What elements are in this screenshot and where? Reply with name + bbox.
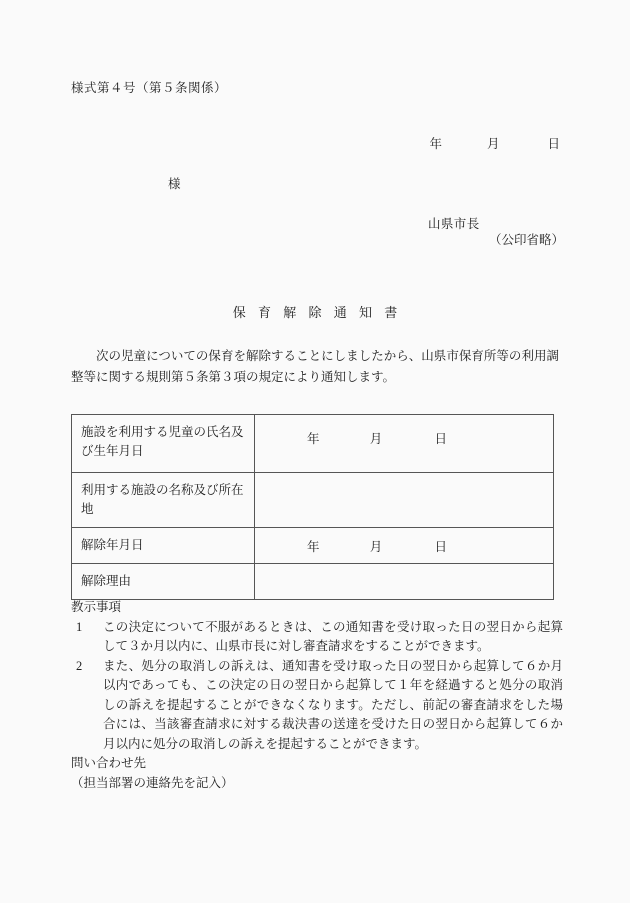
date-day-label: 日 <box>547 137 560 151</box>
contact-placeholder-note: （担当部署の連絡先を記入） <box>71 775 234 790</box>
list-item <box>71 618 563 657</box>
addressee-honorific: 様 <box>168 177 181 191</box>
table-row <box>72 528 554 564</box>
instructions-section <box>71 598 563 793</box>
document-title: 保 育 解 除 通 知 書 <box>232 305 402 320</box>
table-row-value[interactable] <box>255 415 554 473</box>
cell-year-label: 年 <box>307 432 320 446</box>
list-item <box>71 657 563 755</box>
issue-date-line <box>380 134 560 152</box>
contact-heading: 問い合わせ先 <box>71 756 147 770</box>
document-body-paragraph: 次の児童についての保育を解除することにしましたから、山県市保育所等の利用調整等に関する規則第５条第３項の規定により通知します。 <box>71 349 559 384</box>
table-row-value[interactable] <box>255 528 554 564</box>
notification-detail-table <box>71 414 554 600</box>
birthdate-entry-line <box>307 429 447 447</box>
table-row <box>72 473 554 528</box>
instruction-number: 2 <box>76 658 83 673</box>
instruction-number: 1 <box>76 619 83 634</box>
table-row-value[interactable] <box>255 473 554 528</box>
cell-month-label: 月 <box>369 432 383 446</box>
date-year-label: 年 <box>429 137 442 151</box>
table-row-label: 利用する施設の名称及び所在地 <box>72 473 255 528</box>
table-row <box>72 415 554 473</box>
issuer-seal-note: （公印省略） <box>489 233 565 247</box>
table-row-label: 解除年月日 <box>72 528 255 564</box>
release-date-entry-line <box>307 537 447 555</box>
instruction-text: また、処分の取消しの訴えは、通知書を受け取った日の翌日から起算して６か月以内であっても、この決定の日の翌日から起算して１年を経過すると処分の取消しの訴えを提起することができなくなります。ただし、前記の審査請求をした場合には、当該審査請求に対する裁決書の送達を受けた日の翌日から起算して６か月以内に処分の取消しの訴えを提起することができます。 <box>103 658 563 751</box>
cell-day-label: 日 <box>434 540 448 554</box>
table-row-label: 解除理由 <box>72 564 255 600</box>
cell-day-label: 日 <box>434 432 448 446</box>
date-spacer-a <box>442 134 487 152</box>
issuer-name: 山県市長 <box>428 217 480 231</box>
instruction-text: この決定について不服があるときは、この通知書を受け取った日の翌日から起算して３か月以内に、山県市長に対し審査請求をすることができます。 <box>103 619 563 653</box>
form-number: 様式第４号（第５条関係） <box>71 81 228 95</box>
table-row-value[interactable] <box>255 564 554 600</box>
cell-month-label: 月 <box>369 540 383 554</box>
table-row-label: 施設を利用する児童の氏名及び生年月日 <box>72 415 255 473</box>
instructions-heading: 教示事項 <box>71 600 122 614</box>
table-row <box>72 564 554 600</box>
date-spacer-b <box>499 134 547 152</box>
date-month-label: 月 <box>486 137 500 151</box>
cell-year-label: 年 <box>307 540 320 554</box>
